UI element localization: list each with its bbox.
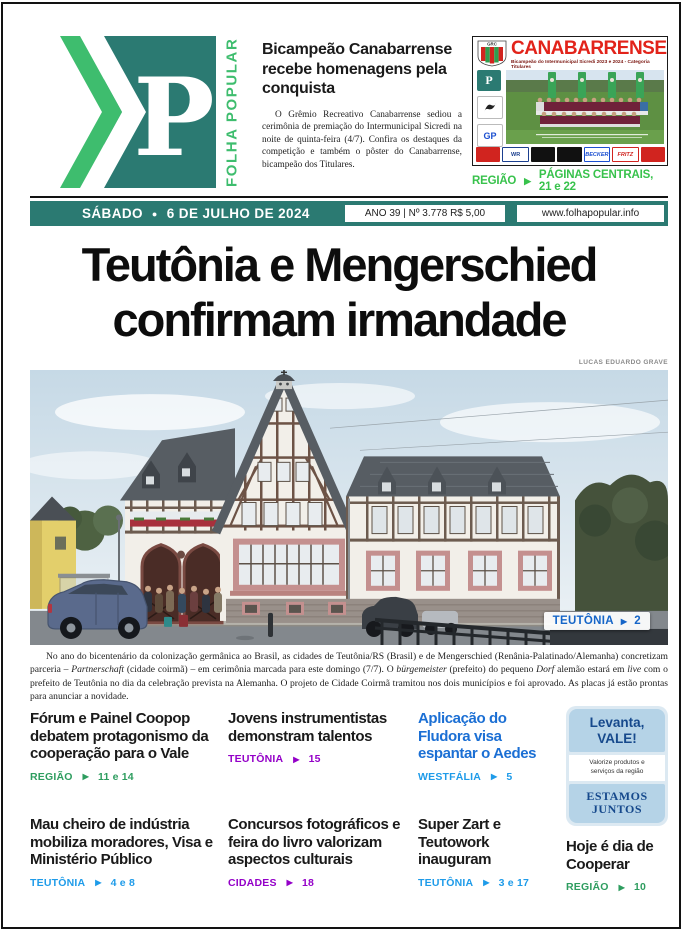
sponsor-p-logo: P [477, 70, 501, 91]
page-ref: 15 [308, 753, 321, 766]
lead-paragraph [30, 650, 668, 704]
section-label: REGIÃO [30, 770, 73, 783]
lead-text: (prefeito) do pequeno [446, 664, 537, 676]
dateline-text [82, 201, 310, 226]
ad-tagline-line-1: Valorize produtos e [589, 759, 645, 767]
edition-info: ANO 39 | Nº 3.778 R$ 5,00 [345, 205, 505, 222]
teaser-headline: Jovens instrumentistas demonstram talentos [228, 710, 387, 745]
section-label: REGIÃO [472, 175, 517, 187]
sponsor-fritz: FRITZ [612, 147, 638, 162]
ad-title-line-2: VALE! [597, 730, 637, 746]
ad-tagline [569, 755, 665, 781]
teaser-fludora-aedes [418, 710, 558, 783]
bullet-icon: ● [151, 208, 158, 219]
ad-footer-line-2: JUNTOS [591, 802, 643, 817]
lead-italic: Dorf [536, 664, 555, 676]
logo-letter: P [133, 55, 215, 181]
top-story-headline: Bicampeão Canabarrense recebe homenagens pela conquista [262, 41, 452, 98]
logo-wordmark: FOLHA POPULAR [223, 37, 241, 187]
photo-credit: LUCAS EDUARDO GRAVE [578, 359, 668, 366]
ad-footer [569, 784, 665, 823]
section-label: TEUTÔNIA [30, 876, 86, 889]
play-arrow-icon: ▶ [293, 754, 300, 764]
play-arrow-icon: ▶ [286, 878, 294, 888]
teaser-jovens-instrumentistas [228, 710, 390, 765]
ad-tagline-line-2: serviços da região [590, 767, 644, 775]
photo-location-tag [544, 612, 650, 630]
website-label: www.folhapopular.info [517, 205, 664, 222]
play-arrow-icon: ▶ [95, 878, 102, 888]
section-label: TEUTÔNIA [228, 753, 284, 766]
teaser-headline: Mau cheiro de indústria mobiliza moradores, Visa e Ministério Público [30, 816, 213, 869]
day-label: SÁBADO [82, 206, 143, 221]
rule-divider [30, 196, 668, 198]
date-label: 6 DE JULHO DE 2024 [166, 206, 310, 221]
page-ref: 18 [302, 876, 315, 889]
poster-title: CANABARRENSE [511, 38, 667, 59]
sponsor-logo-red-2 [641, 147, 665, 162]
folha-popular-logo [60, 36, 242, 188]
sponsor-logo-2 [477, 96, 503, 119]
poster-section-tag [472, 169, 668, 193]
page-ref: 4 e 8 [110, 876, 135, 889]
teaser-super-zart-teutowork [418, 816, 558, 889]
canabarrense-poster [472, 36, 668, 166]
teaser-headline: Concursos fotográficos e feira do livro valorizam aspectos culturais [228, 816, 401, 869]
teaser-forum-coopop [30, 710, 222, 783]
sponsor-becker: BECKER [584, 147, 610, 162]
lead-text: alemão estará em [554, 664, 628, 676]
play-arrow-icon: ▶ [618, 882, 625, 892]
top-story-body: O Grêmio Recreativo Canabarrense sediou a cerimônia de premiação do Intermunicipal Sicredi na noite de quinta-feira (4/7). Confira os destaques da competição e também o pôster do Canabarrense, bicampeão dos Titulares. [262, 109, 462, 170]
sponsor-logo-red [476, 147, 500, 162]
top-story [262, 40, 462, 171]
lead-italic: live [627, 664, 642, 676]
team-photo [506, 70, 664, 144]
ad-title [569, 709, 665, 752]
teaser-concursos-fotograficos [228, 816, 416, 889]
town-hall-photo-illustration [30, 370, 668, 645]
teaser-headline: Super Zart e Teutowork inauguram [418, 816, 501, 869]
lead-text: No ano do bicentenário da colonização germânica ao Brasil, as cidades de Teutônia/RS (Brasil) e de Mengerschied (Renânia-Palatinado/Alemanha) concretizam parceria – [30, 651, 668, 676]
sponsor-strip [476, 147, 665, 162]
teaser-headline: Aplicação do Fludora visa espantar o Aedes [418, 710, 537, 763]
section-label: REGIÃO [566, 881, 609, 894]
page-ref: PÁGINAS CENTRAIS, 21 e 22 [538, 169, 654, 193]
teaser-mau-cheiro [30, 816, 228, 889]
teaser-headline: Fórum e Painel Coopop debatem protagonismo da cooperação para o Vale [30, 710, 209, 763]
play-arrow-icon: ▶ [620, 616, 628, 626]
teaser-dia-de-cooperar [566, 838, 668, 893]
ad-title-line-1: Levanta, [589, 715, 645, 731]
play-arrow-icon: ▶ [483, 878, 490, 888]
sponsor-logo-black-2 [557, 147, 581, 162]
ad-footer-line-1: ESTAMOS [586, 789, 648, 804]
play-arrow-icon: ▶ [491, 772, 498, 782]
page-ref: 5 [506, 770, 513, 783]
page-ref: 3 e 17 [498, 876, 530, 889]
main-headline [10, 237, 668, 347]
lead-italic: Partnerschaft [71, 664, 125, 676]
teaser-headline: Hoje é dia de Cooperar [566, 838, 654, 873]
headline-line-2: confirmam irmandade [112, 293, 566, 346]
logo-mark-icon [60, 36, 218, 188]
page-ref: 11 e 14 [97, 770, 134, 783]
location-label: TEUTÔNIA [552, 615, 614, 627]
section-label: CIDADES [228, 876, 277, 889]
poster-side-logos [477, 70, 503, 147]
sponsor-gp-logo: GP [477, 124, 503, 147]
levanta-vale-ad [566, 706, 668, 826]
section-label: WESTFÁLIA [418, 770, 482, 783]
headline-line-1: Teutônia e Mengerschied [81, 238, 597, 291]
page-ref: 10 [633, 881, 647, 894]
page-ref: 2 [634, 615, 641, 627]
play-arrow-icon: ▶ [82, 772, 89, 782]
lead-text: com o prefeito de Teutônia no dia da celebração prevista na Alemanha. O projeto de Cidade Coirmã tramitou nos dois municípios e foi aprovado. As placas já estão prontas para anunciar a novidade. [30, 664, 668, 703]
section-label: TEUTÔNIA [418, 876, 474, 889]
sponsor-logo-black-1 [531, 147, 555, 162]
lead-italic: bürgemeister [396, 664, 447, 676]
main-photo [30, 370, 668, 645]
poster-subtitle: Bicampeão do Intermunicipal Sicredi 2023 e 2024 - Categoria Titulares [511, 60, 650, 70]
dateline-bar [30, 201, 668, 226]
sponsor-wr: WR [502, 147, 528, 162]
play-arrow-icon: ▶ [524, 175, 531, 186]
lead-text: (cidade coirmã) – em cerimônia marcada para este domingo (7/7). O [124, 664, 397, 676]
crest-initials: GRC [487, 41, 497, 47]
club-crest-icon [477, 40, 507, 67]
